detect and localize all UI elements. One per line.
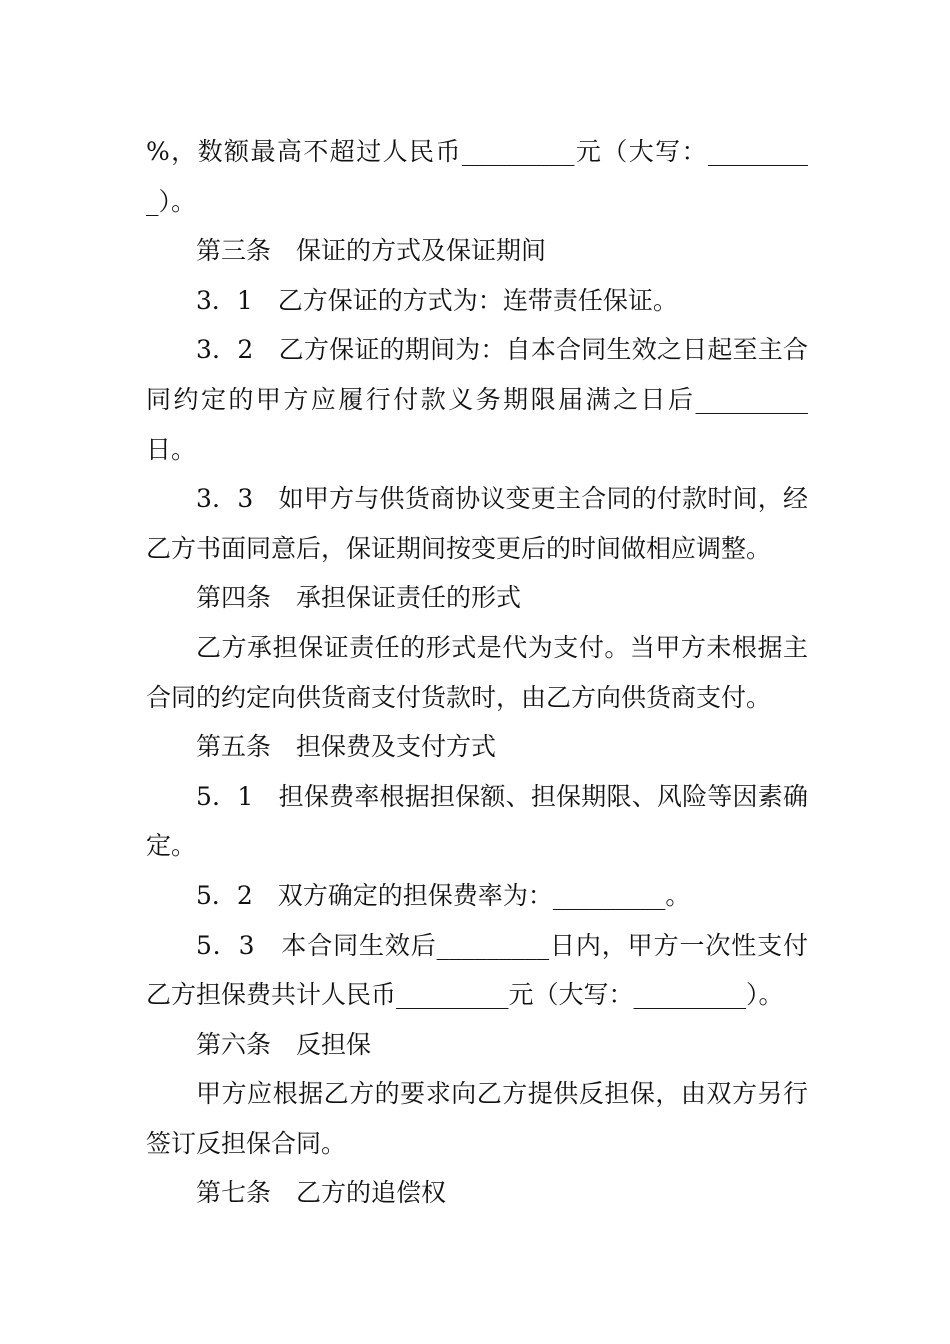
article-6-heading: 第六条 反担保 xyxy=(196,1029,372,1059)
article-6-body: 甲方应根据乙方的要求向乙方提供反担保，由双方另行签订反担保合同。 xyxy=(146,1079,808,1158)
article-4-body: 乙方承担保证责任的形式是代为支付。当甲方未根据主合同的约定向供货商支付货款时，由乙方向供货商支付。 xyxy=(146,632,808,712)
article-4-heading: 第四条 承担保证责任的形式 xyxy=(196,583,522,613)
clause-5-2: 5．2 双方确定的担保费率为：_________。 xyxy=(196,880,691,910)
clause-3-1: 3．1 乙方保证的方式为：连带责任保证。 xyxy=(196,285,678,315)
article-3-heading: 第三条 保证的方式及保证期间 xyxy=(196,236,547,266)
document-body xyxy=(146,127,808,1218)
article-5-heading: 第五条 担保费及支付方式 xyxy=(196,732,497,762)
clause-5-1: 5．1 担保费率根据担保额、担保期限、风险等因素确定。 xyxy=(146,781,808,861)
clause-3-2: 3．2 乙方保证的期间为：自本合同生效之日起至主合同约定的甲方应履行付款义务期限届满之日后_________日。 xyxy=(146,335,808,464)
clause-3-3: 3．3 如甲方与供货商协议变更主合同的付款时间，经乙方书面同意后，保证期间按变更后的时间做相应调整。 xyxy=(146,484,808,563)
clause-5-3: 5．3 本合同生效后_________日内，甲方一次性支付乙方担保费共计人民币_________元（大写：_________）。 xyxy=(146,930,808,1010)
article-7-heading: 第七条 乙方的追偿权 xyxy=(196,1178,447,1208)
paragraph-continuation: %，数额最高不超过人民币_________元（大写：_________）。 xyxy=(146,137,808,216)
